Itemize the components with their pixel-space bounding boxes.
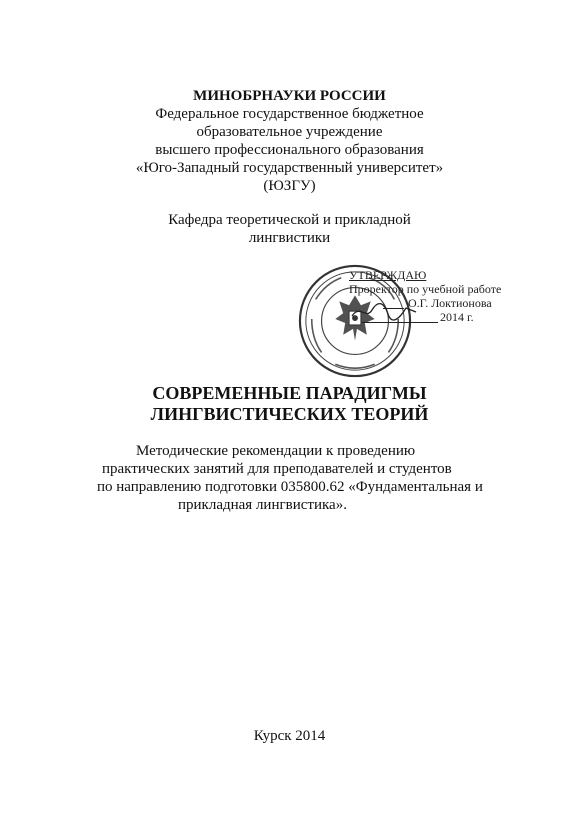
institution-line-5: (ЮЗГУ) xyxy=(263,178,316,194)
institution-line-1: Федеральное государственное бюджетное xyxy=(155,106,424,122)
document-title-line-2: ЛИНГВИСТИЧЕСКИХ ТЕОРИЙ xyxy=(150,404,429,424)
approval-position: Проректор по учебной работе xyxy=(349,282,502,296)
handwritten-signature xyxy=(350,300,420,322)
approval-date: 2014 г. xyxy=(440,310,474,324)
approval-heading: УТВЕРЖДАЮ xyxy=(349,268,427,282)
description-line-4: прикладная лингвистика». xyxy=(178,497,347,513)
document-title-line-1: СОВРЕМЕННЫЕ ПАРАДИГМЫ xyxy=(152,383,427,403)
institution-line-2: образовательное учреждение xyxy=(196,124,383,140)
approval-signatory: О.Г. Локтионова xyxy=(408,296,492,310)
institution-line-3: высшего профессионального образования xyxy=(155,142,424,158)
institution-line-4: «Юго-Западный государственный университет» xyxy=(135,160,444,176)
description-line-2: практических занятий для преподавателей и студентов xyxy=(102,461,452,477)
description-line-1: Методические рекомендации к проведению xyxy=(136,443,416,459)
city-year: Курск 2014 xyxy=(253,728,326,744)
date-line xyxy=(362,322,438,323)
department-line-1: Кафедра теоретической и прикладной xyxy=(168,212,411,228)
description-line-3: по направлению подготовки 035800.62 «Фундаментальная и xyxy=(97,479,483,495)
ministry-name: МИНОБРНАУКИ РОССИИ xyxy=(193,88,386,104)
department-line-2: лингвистики xyxy=(248,230,331,246)
